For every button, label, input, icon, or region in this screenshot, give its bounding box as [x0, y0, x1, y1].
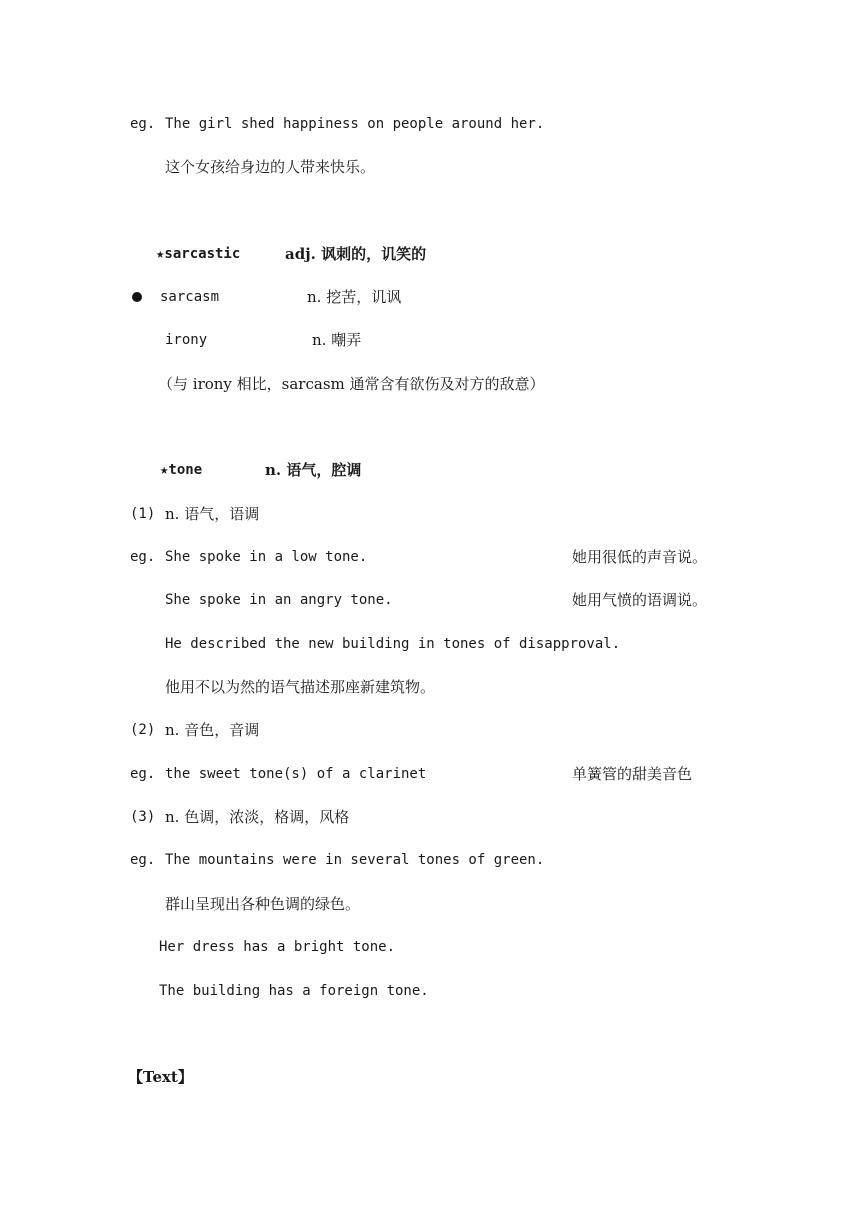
sense-number: (1) — [130, 506, 156, 522]
example-translation: 她用气愤的语调说。 — [572, 591, 708, 609]
sense-definition: n. 色调，浓淡，格调，风格 — [165, 808, 350, 826]
headword: ★sarcastic — [156, 246, 241, 262]
example-sentence: The girl shed happiness on people around her. — [165, 116, 545, 132]
sense-number: (2) — [130, 722, 156, 738]
related-word: irony — [165, 332, 208, 348]
sense-definition: n. 音色，音调 — [165, 721, 260, 739]
sense-number: (3) — [130, 809, 156, 825]
headword-definition: n. 语气，腔调 — [265, 461, 362, 479]
translation: 这个女孩给身边的人带来快乐。 — [165, 158, 376, 176]
headword-definition: adj. 讽刺的，讥笑的 — [285, 245, 427, 263]
example-translation: 单簧管的甜美音色 — [572, 765, 693, 783]
example-sentence: She spoke in an angry tone. — [165, 592, 393, 608]
example-translation: 她用很低的声音说。 — [572, 548, 708, 566]
translation: 群山呈现出各种色调的绿色。 — [165, 895, 361, 913]
eg-prefix: eg. — [130, 116, 156, 132]
example-sentence: the sweet tone(s) of a clarinet — [165, 766, 427, 782]
example-sentence: Her dress has a bright tone. — [159, 939, 396, 955]
related-word-definition: n. 嘲弄 — [312, 331, 362, 349]
eg-prefix: eg. — [130, 766, 156, 782]
example-sentence: The building has a foreign tone. — [159, 983, 429, 999]
example-sentence: The mountains were in several tones of green. — [165, 852, 545, 868]
translation: 他用不以为然的语气描述那座新建筑物。 — [165, 678, 436, 696]
text-heading: 【Text】 — [128, 1068, 193, 1086]
note-text: （与 irony 相比，sarcasm 通常含有欲伤及对方的敌意） — [158, 375, 545, 393]
example-sentence: She spoke in a low tone. — [165, 549, 368, 565]
eg-prefix: eg. — [130, 549, 156, 565]
sense-definition: n. 语气，语调 — [165, 505, 260, 523]
bullet-icon — [132, 292, 142, 302]
example-sentence: He described the new building in tones of disapproval. — [165, 636, 621, 652]
related-word: sarcasm — [160, 289, 220, 305]
headword: ★tone — [160, 462, 203, 478]
related-word-definition: n. 挖苦，讥讽 — [307, 288, 402, 306]
eg-prefix: eg. — [130, 852, 156, 868]
